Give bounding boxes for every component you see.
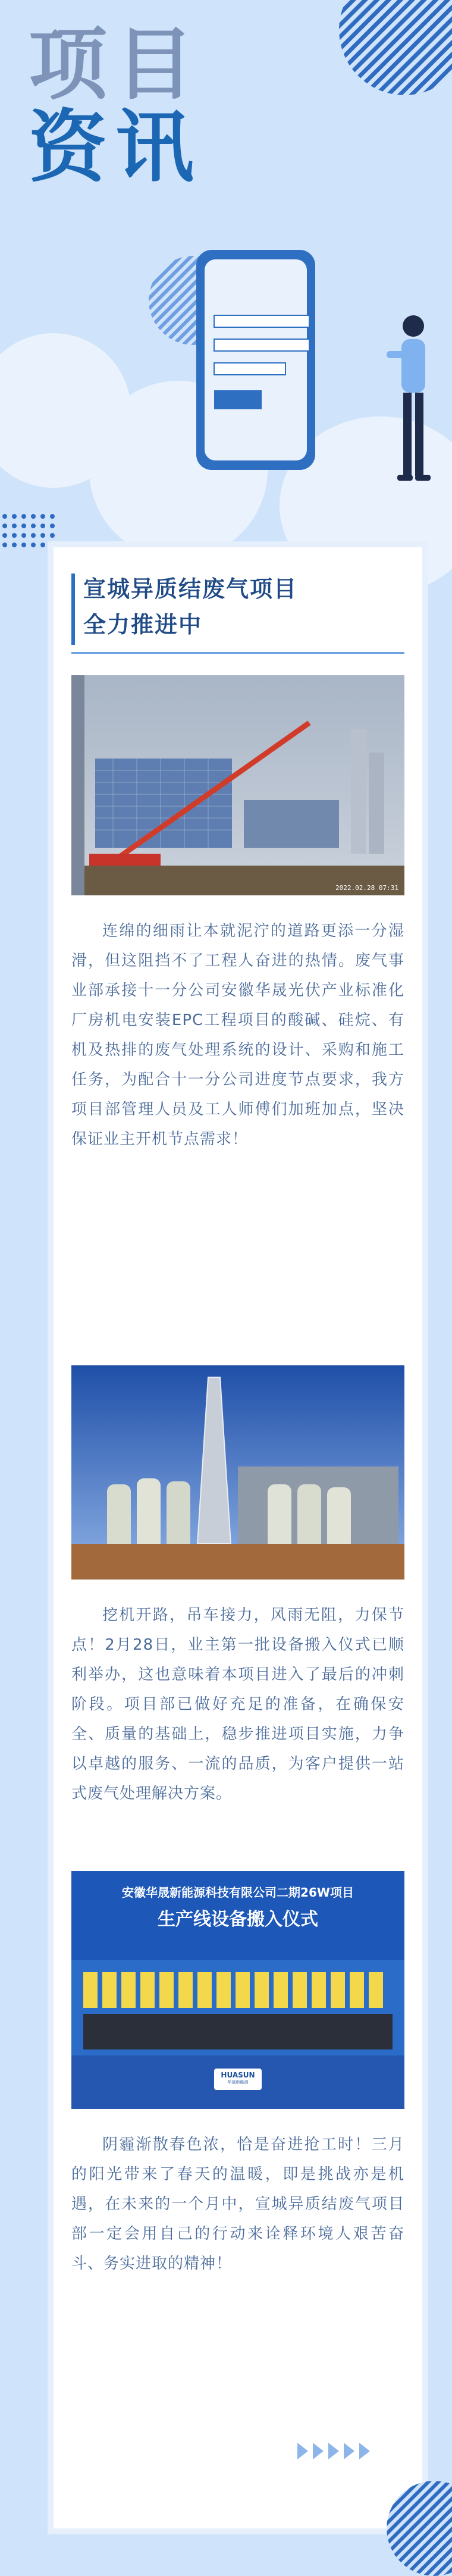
banner-line-1: 安徽华晟新能源科技有限公司二期26W项目 xyxy=(122,1885,354,1900)
paragraph-2-text: 挖机开路，吊车接力，风雨无阻，力保节点！2月28日，业主第一批设备搬入仪式已顺利举办，这也意味着本项目进入了最后的冲刺阶段。项目部已做好充足的准备，在确保安全、质量的基础上，稳步推进项目实施，力争以卓越的服务、一流的品质，为客户提供一站式废气处理解决方案。 xyxy=(71,1606,404,1803)
photo-timestamp: 2022.02.28 07:31 xyxy=(335,884,398,892)
article-heading xyxy=(71,571,404,654)
heading-accent-bar xyxy=(71,574,75,645)
logo-text: HUASUN xyxy=(221,2071,255,2079)
striped-circle-decoration xyxy=(339,0,452,95)
person-illustration xyxy=(381,309,446,488)
arrow-chevrons-decoration xyxy=(297,2439,393,2468)
paragraph-1-text: 连绵的细雨让本就泥泞的道路更添一分湿滑，但这阻挡不了工程人奋进的热情。废气事业部承接十一分公司安徽华晟光伏产业标准化厂房机电安装EPC工程项目的酸碱、硅烷、有机及热排的废气处理系统的设计、采购和施工任务，为配合十一分公司进度节点要求，我方项目部管理人员及工人师傅们加班加点，坚决保证业主开机节点需求！ xyxy=(71,922,404,1148)
article-card xyxy=(54,547,422,2528)
paragraph-3-text: 阴霾渐散春色浓，恰是奋进抢工时！三月的阳光带来了春天的温暖，即是挑战亦是机遇，在未来的一个月中，宣城异质结废气项目部一定会用自己的行动来诠释环境人艰苦奋斗、务实进取的精神！ xyxy=(71,2136,404,2273)
title-line-1: 项目 xyxy=(29,19,202,111)
heading-line-1: 宣城异质结废气项目 xyxy=(83,576,298,602)
heading-line-2: 全力推进中 xyxy=(83,612,203,638)
dot-grid-decoration xyxy=(0,512,59,559)
paragraph-3 xyxy=(71,2130,404,2279)
banner-line-2: 生产线设备搬入仪式 xyxy=(158,1909,318,1930)
paragraph-1 xyxy=(71,916,404,1154)
photo-ceremony-group xyxy=(71,1871,404,2109)
logo-subtext: 华晟新能源 xyxy=(227,2080,249,2085)
header xyxy=(0,0,452,535)
huasun-logo xyxy=(214,2069,262,2090)
photo-construction-crane xyxy=(71,675,404,895)
photo-exhaust-towers xyxy=(71,1365,404,1580)
phone-illustration xyxy=(190,250,339,488)
paragraph-2 xyxy=(71,1600,404,1809)
page-title xyxy=(29,19,202,193)
title-line-2: 资讯 xyxy=(29,101,202,193)
